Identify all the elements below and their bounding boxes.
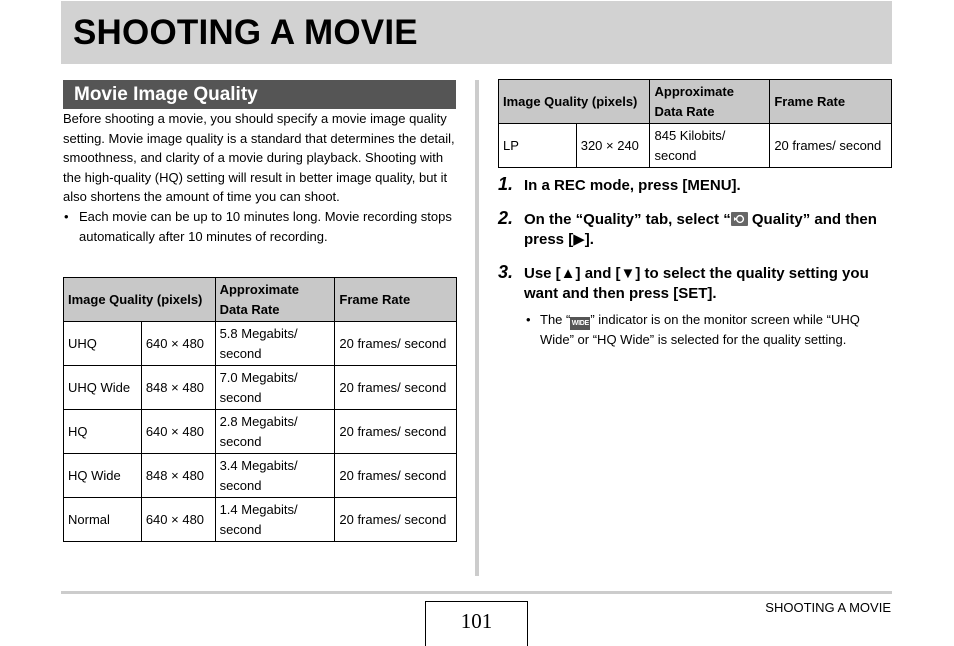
step-number: 3. — [498, 261, 514, 282]
quality-cell: Normal — [64, 498, 142, 542]
step-number: 2. — [498, 207, 514, 228]
step-3 — [498, 261, 892, 305]
quality-cell: HQ — [64, 410, 142, 454]
step-number: 1. — [498, 174, 514, 194]
table-header-row — [499, 80, 892, 124]
frame-rate-cell: 20 frames/ second — [770, 124, 892, 168]
step-3-note — [498, 310, 892, 350]
frame-rate-cell: 20 frames/ second — [335, 410, 457, 454]
quality-table-right — [498, 79, 892, 168]
table-row — [499, 124, 892, 168]
quality-table-left — [63, 277, 457, 542]
section-bar — [63, 80, 456, 109]
header-band — [61, 1, 892, 64]
header-data-rate: Approximate Data Rate — [215, 278, 335, 322]
note-text-before: The “ — [540, 311, 571, 327]
intro-paragraph: Before shooting a movie, you should specify a movie image quality setting. Movie image quality is a standard that determines the detail, smoothness, and clarity of a movie during playback. Shooting with the high-quality (HQ) setting will result in better image quality, but it also shortens the amount of time you can shoot. — [63, 111, 455, 205]
data-rate-cell: 3.4 Megabits/ second — [215, 454, 335, 498]
data-rate-cell: 7.0 Megabits/ second — [215, 366, 335, 410]
pixels-cell: 640 × 480 — [141, 498, 215, 542]
data-rate-cell: 1.4 Megabits/ second — [215, 498, 335, 542]
table-row — [64, 322, 457, 366]
step-1 — [498, 176, 892, 197]
header-image-quality: Image Quality (pixels) — [64, 278, 216, 322]
intro-bullet: • Each movie can be up to 10 minutes long. Movie recording stops automatically after 10 minutes of recording. — [63, 207, 456, 246]
data-rate-cell: 2.8 Megabits/ second — [215, 410, 335, 454]
quality-cell: UHQ Wide — [64, 366, 142, 410]
step-text: Use [▲] and [▼] to select the quality setting you want and then press [SET]. — [524, 264, 869, 302]
step-2 — [498, 207, 892, 251]
pixels-cell: 848 × 480 — [141, 366, 215, 410]
footer-section-label: SHOOTING A MOVIE — [765, 600, 891, 615]
table-row — [64, 410, 457, 454]
table-header-row — [64, 278, 457, 322]
quality-cell: UHQ — [64, 322, 142, 366]
page-number: 101 — [425, 601, 528, 646]
pixels-cell: 640 × 480 — [141, 322, 215, 366]
data-rate-cell: 845 Kilobits/ second — [650, 124, 770, 168]
section-title: Movie Image Quality — [74, 84, 258, 105]
step-text-before: On the “Quality” tab, select “ — [524, 210, 731, 228]
footer-rule — [61, 591, 892, 594]
pixels-cell: 640 × 480 — [141, 410, 215, 454]
frame-rate-cell: 20 frames/ second — [335, 322, 457, 366]
page-title: SHOOTING A MOVIE — [73, 13, 418, 52]
table-row — [64, 366, 457, 410]
frame-rate-cell: 20 frames/ second — [335, 454, 457, 498]
quality-cell: LP — [499, 124, 577, 168]
steps-list — [498, 176, 892, 349]
step-text-after: Quality” and then press [▶]. — [524, 210, 877, 248]
step-text: In a REC mode, press [MENU]. — [524, 177, 741, 194]
header-frame-rate: Frame Rate — [770, 80, 892, 124]
note-text-after: ” indicator is on the monitor screen while “UHQ Wide” or “HQ Wide” is selected for the quality setting. — [540, 311, 860, 347]
pixels-cell: 320 × 240 — [576, 124, 650, 168]
pixels-cell: 848 × 480 — [141, 454, 215, 498]
frame-rate-cell: 20 frames/ second — [335, 498, 457, 542]
movie-quality-icon — [731, 212, 748, 226]
intro-text — [63, 109, 456, 246]
header-data-rate: Approximate Data Rate — [650, 80, 770, 124]
table-row — [64, 498, 457, 542]
column-divider — [475, 80, 479, 576]
header-frame-rate: Frame Rate — [335, 278, 457, 322]
header-image-quality: Image Quality (pixels) — [499, 80, 650, 124]
data-rate-cell: 5.8 Megabits/ second — [215, 322, 335, 366]
quality-cell: HQ Wide — [64, 454, 142, 498]
table-row — [64, 454, 457, 498]
wide-indicator-icon: WIDE — [570, 317, 590, 330]
frame-rate-cell: 20 frames/ second — [335, 366, 457, 410]
